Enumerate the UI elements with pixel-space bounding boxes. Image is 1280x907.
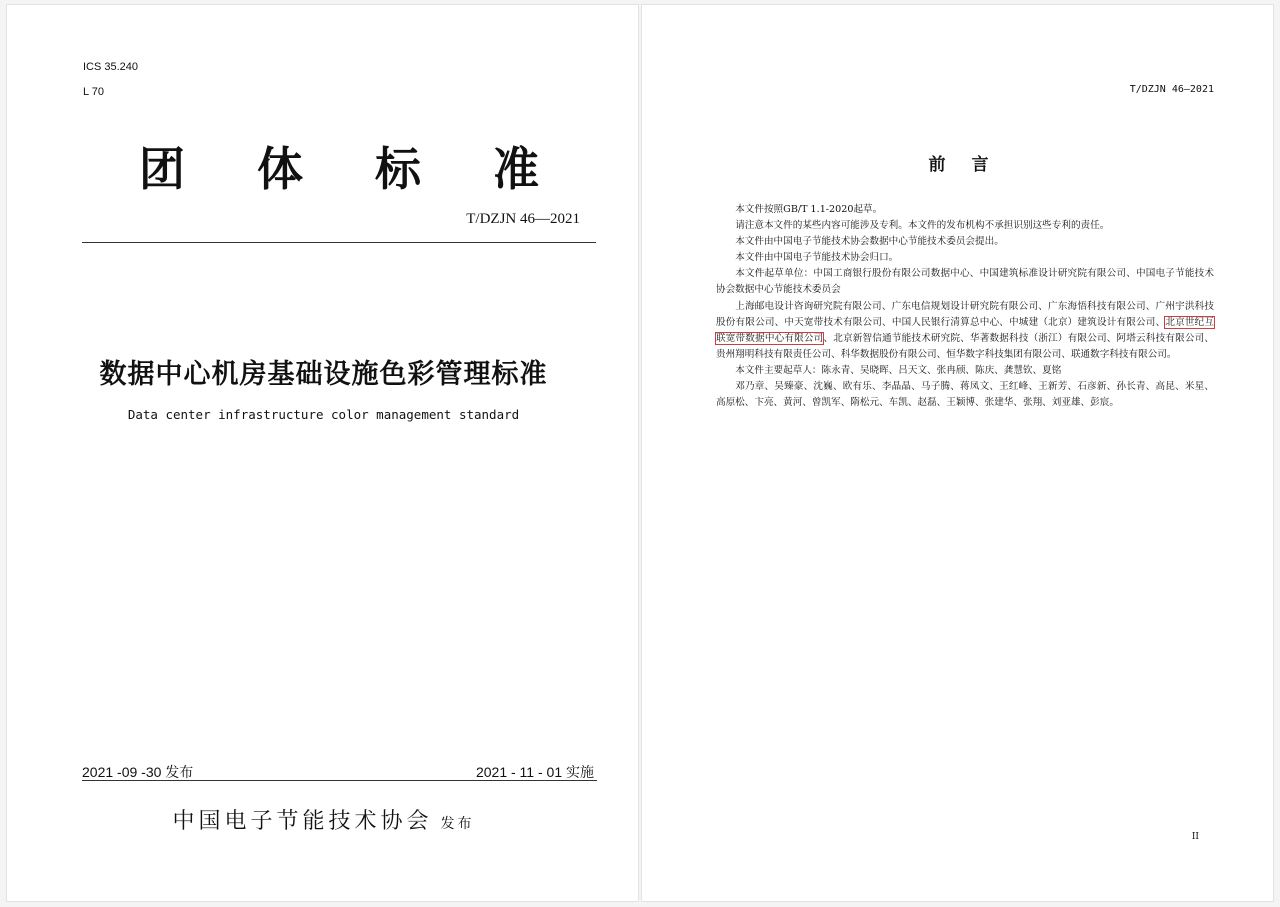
paragraph: 请注意本文件的某些内容可能涉及专利。本文件的发布机构不承担识别这些专利的责任。	[735, 220, 1110, 232]
publish-date: 2021 -09 -30 发布	[82, 764, 194, 780]
divider-top	[82, 242, 596, 243]
document-title-en: Data center infrastructure color management standard	[127, 407, 520, 422]
paragraph: 本文件主要起草人：陈永青、吴晓晖、吕天文、张冉颀、陈庆、龚慧钦、夏铭	[735, 364, 1062, 376]
paragraph: 邓乃章、吴臻豪、沈巍、欧有乐、李晶晶、马子腾、蒋凤文、王红峰、王新芳、石彦新、孙长青、高昆、米星、高原松、卞亮、黄河、曾凯军、隋松元、车凯、赵磊、王颖博、张建华、张翔、刘亚雄、彭宸。	[716, 381, 1214, 409]
document-title-cn: 数据中心机房基础设施色彩管理标准	[99, 359, 548, 390]
foreword-page	[641, 4, 1274, 902]
standard-type-title	[139, 133, 539, 199]
header-standard-code: T/DZJN 46—2021	[1129, 84, 1214, 95]
title-char: 体	[257, 142, 303, 196]
text-segment: 上海邮电设计咨询研究院有限公司、广东电信规划设计研究院有限公司、广东海悟科技有限公司、广州宇洪科技股份有限公司、中天宽带技术有限公司、中国人民银行清算总中心、中城建（北京）建筑设计有限公司、	[716, 300, 1214, 328]
foreword-body	[716, 202, 1214, 411]
standard-code: T/DZJN 46—2021	[466, 211, 580, 227]
paragraph: 本文件按照GB/T 1.1-2020起草。	[735, 204, 883, 215]
foreword-title: 前言	[928, 155, 1015, 175]
highlighted-company: 北京世纪互联宽带数据中心有限公司	[716, 316, 1215, 344]
title-char: 标	[375, 142, 421, 196]
implement-date: 2021 - 11 - 01 实施	[475, 764, 594, 780]
paragraph: 本文件由中国电子节能技术协会数据中心节能技术委员会提出。	[735, 236, 1004, 248]
ics-code: ICS 35.240	[83, 61, 139, 73]
publisher-name: 中国电子节能技术协会	[172, 809, 433, 834]
title-char: 团	[139, 142, 185, 196]
paragraph	[716, 299, 1214, 363]
publisher-line	[7, 804, 640, 835]
ccs-code: L 70	[83, 86, 105, 98]
divider-bottom	[82, 780, 597, 781]
paragraph: 本文件由中国电子节能技术协会归口。	[735, 252, 899, 264]
text-segment: 、北京新智信通节能技术研究院、华著数据科技（浙江）有限公司、阿塔云科技有限公司、贵州翔明科技有限责任公司、科华数据股份有限公司、恒华数字科技集团有限公司、联通数字科技有限公司。	[716, 332, 1215, 360]
page-number: II	[1191, 832, 1199, 842]
publisher-action: 发布	[440, 816, 475, 832]
paragraph: 本文件起草单位：中国工商银行股份有限公司数据中心、中国建筑标准设计研究院有限公司、中国电子节能技术协会数据中心节能技术委员会	[716, 268, 1214, 296]
title-char: 准	[493, 142, 539, 196]
cover-page	[6, 4, 639, 902]
